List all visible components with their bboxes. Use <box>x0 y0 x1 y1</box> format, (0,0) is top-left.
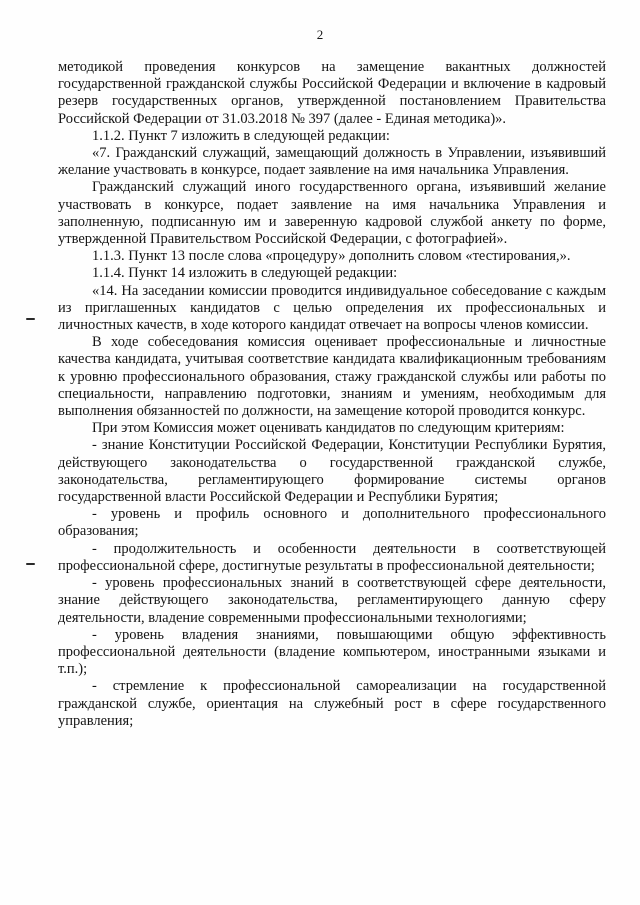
paragraph: В ходе собеседования комиссия оценивает профессиональные и личностные качества кандидата, учитывая соответствие кандидата квалификационным требованиям к уровню профессионального образования, стажу гражданской службы или работы по специальности, направлению подготовки, знаниям и умениям, необходимым для выполнения обязанностей по должности, на замещение которой проводится конкурс. <box>58 334 606 420</box>
paragraph: При этом Комиссия может оценивать кандидатов по следующим критериям: <box>92 420 565 437</box>
paragraph: «7. Гражданский служащий, замещающий должность в Управлении, изъявивший желание участвовать в конкурсе, подает заявление на имя начальника Управления. <box>58 145 606 179</box>
paragraph: 1.1.4. Пункт 14 изложить в следующей редакции: <box>92 265 398 282</box>
margin-mark <box>26 318 35 320</box>
paragraph: - продолжительность и особенности деятельности в соответствующей профессиональной сфере, достигнутые результаты в профессиональной деятельности; <box>58 540 606 574</box>
page-number: 2 <box>316 27 324 42</box>
paragraph: - уровень владения знаниями, повышающими общую эффективность профессиональной деятельности (владение компьютером, иностранными языками и т.п.); <box>58 626 606 678</box>
paragraph: «14. На заседании комиссии проводится индивидуальное собеседование с каждым из приглашенных кандидатов с целью определения их профессиональных и личностных качеств, в ходе которого кандидат отвечает на вопросы членов комиссии. <box>58 282 606 334</box>
paragraph: - уровень профессиональных знаний в соответствующей сфере деятельности, знание действующего законодательства, регламентирующего данную сферу деятельности, владение современными профессиональными технологиями; <box>58 575 606 626</box>
paragraph: Гражданский служащий иного государственного органа, изъявивший желание участвовать в конкурсе, подает заявление на имя начальника Управления и заполненную, подписанную им и заверенную кадровой службой анкету по форме, утвержденной Правительством Российской Федерации, с фотографией». <box>58 179 606 248</box>
margin-mark <box>26 563 35 565</box>
paragraph: - уровень и профиль основного и дополнительного профессионального образования; <box>58 506 606 540</box>
paragraph: - стремление к профессиональной самореализации на государственной гражданской службе, ориентация на служебный рост в сфере государственного управления; <box>58 678 606 729</box>
paragraph: методикой проведения конкурсов на замещение вакантных должностей государственной гражданской службы Российской Федерации и включение в кадровый резерв государственных органов, утвержденной постановлением Правительства Российской Федерации от 31.03.2018 № 397 (далее - Единая методика)». <box>58 59 606 127</box>
paragraph: 1.1.2. Пункт 7 изложить в следующей редакции: <box>92 127 390 144</box>
paragraph: 1.1.3. Пункт 13 после слова «процедуру» дополнить словом «тестирования,». <box>92 248 571 265</box>
paragraph: - знание Конституции Российской Федерации, Конституции Республики Бурятия, действующего законодательства о государственной гражданской службе, законодательства, регламентирующего формирование системы органов государственной власти Российской Федерации и Республики Бурятия; <box>58 437 606 506</box>
document-body <box>58 59 606 730</box>
